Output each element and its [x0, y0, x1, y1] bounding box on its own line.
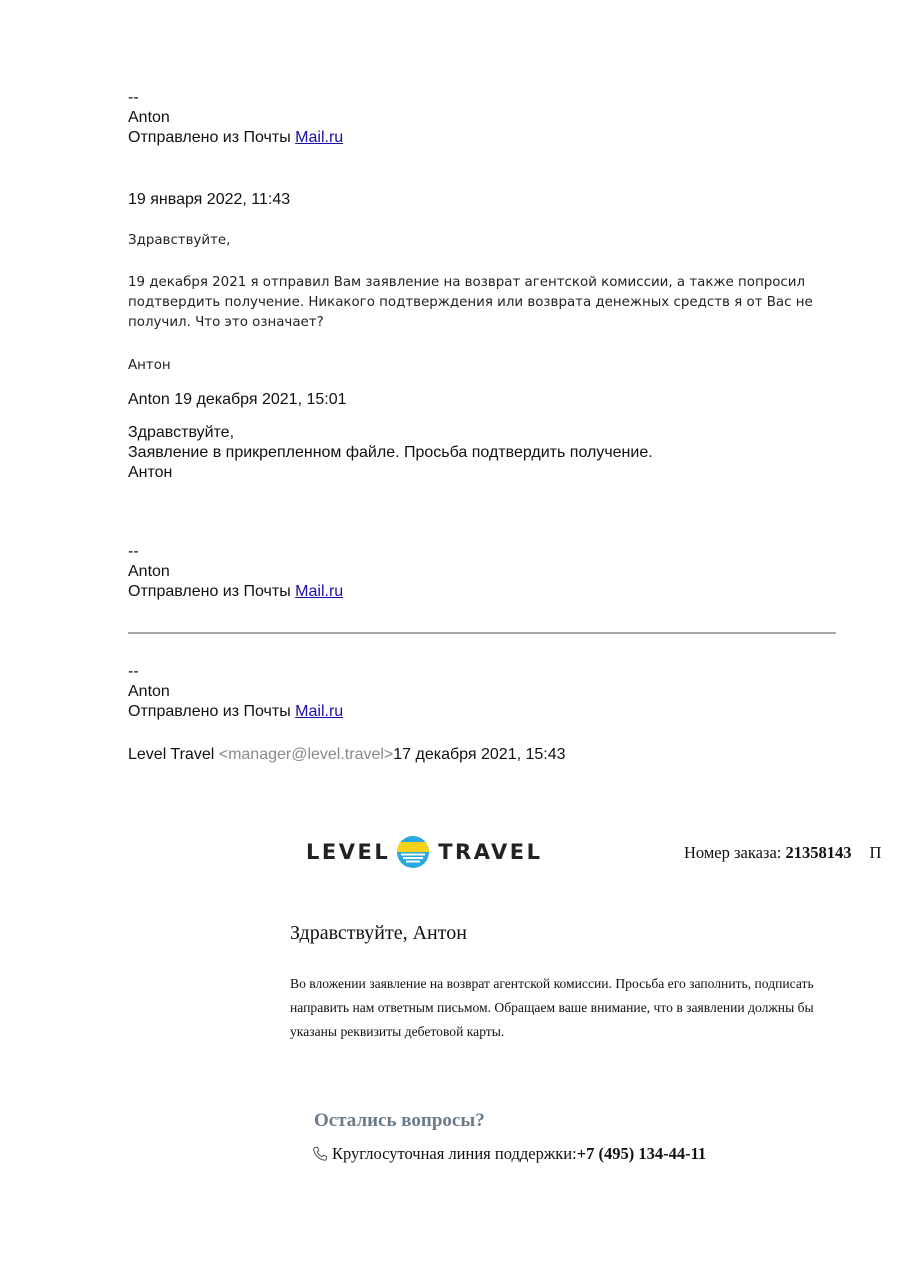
message-line: Заявление в прикрепленном файле. Просьба подтвердить получение.: [128, 444, 653, 461]
message-line: Антон: [128, 464, 173, 481]
sent-from-text: Отправлено из Почты: [128, 129, 296, 146]
sent-from-text: Отправлено из Почты: [128, 703, 296, 720]
support-line: [312, 1144, 706, 1164]
level-travel-logo: [306, 834, 543, 870]
message-body-line: получил. Что это означает?: [128, 315, 324, 330]
signature-dash: --: [128, 663, 139, 680]
order-number-line: [684, 843, 881, 863]
email-body: [290, 972, 900, 1044]
mail-ru-link[interactable]: Mail.ru: [295, 703, 344, 720]
order-tail: П: [869, 843, 882, 862]
sun-logo-icon: [396, 835, 430, 869]
message-date: 17 декабря 2021, 15:43: [393, 746, 566, 763]
message-line: Здравствуйте,: [128, 424, 235, 441]
logo-text-travel: TRAVEL: [438, 840, 543, 864]
signature-dash: --: [128, 89, 139, 106]
message-signature: Антон: [128, 358, 171, 373]
message-header: Anton 19 декабря 2021, 15:01: [128, 391, 347, 408]
email-body-line: указаны реквизиты дебетовой карты.: [290, 1024, 505, 1039]
message-date: 19 января 2022, 11:43: [128, 191, 291, 208]
message-body-line: подтвердить получение. Никакого подтверждения или возврата денежных средств я от Вас не: [128, 295, 813, 310]
signature-name: Anton: [128, 683, 170, 700]
support-phone[interactable]: +7 (495) 134-44-11: [576, 1144, 707, 1163]
support-label: Круглосуточная линия поддержки:: [332, 1144, 577, 1163]
signature-sent-from: [128, 128, 343, 148]
message-from-line: [128, 745, 566, 765]
phone-icon: [312, 1146, 328, 1162]
questions-title: Остались вопросы?: [314, 1110, 485, 1131]
email-body-line: Во вложении заявление на возврат агентской комиссии. Просьба его заполнить, подписать: [290, 976, 814, 991]
mail-ru-link[interactable]: Mail.ru: [295, 129, 344, 146]
message-body-line: 19 декабря 2021 я отправил Вам заявление на возврат агентской комиссии, а также попросил: [128, 275, 806, 290]
sent-from-text: Отправлено из Почты: [128, 583, 296, 600]
order-number: 21358143: [785, 843, 852, 862]
email-greeting: Здравствуйте, Антон: [290, 922, 467, 944]
logo-text-level: LEVEL: [306, 840, 391, 864]
signature-name: Anton: [128, 109, 170, 126]
mail-ru-link[interactable]: Mail.ru: [295, 583, 344, 600]
signature-sent-from: [128, 702, 343, 722]
signature-name: Anton: [128, 563, 170, 580]
signature-sent-from: [128, 582, 343, 602]
message-greeting: Здравствуйте,: [128, 233, 231, 248]
order-label: Номер заказа:: [684, 843, 786, 862]
signature-dash: --: [128, 543, 139, 560]
quote-divider: [128, 632, 836, 634]
sender-name: Level Travel: [128, 746, 219, 763]
sender-email[interactable]: <manager@level.travel>: [218, 746, 394, 763]
email-body-line: направить нам ответным письмом. Обращаем ваше внимание, что в заявлении должны бы: [290, 1000, 814, 1015]
